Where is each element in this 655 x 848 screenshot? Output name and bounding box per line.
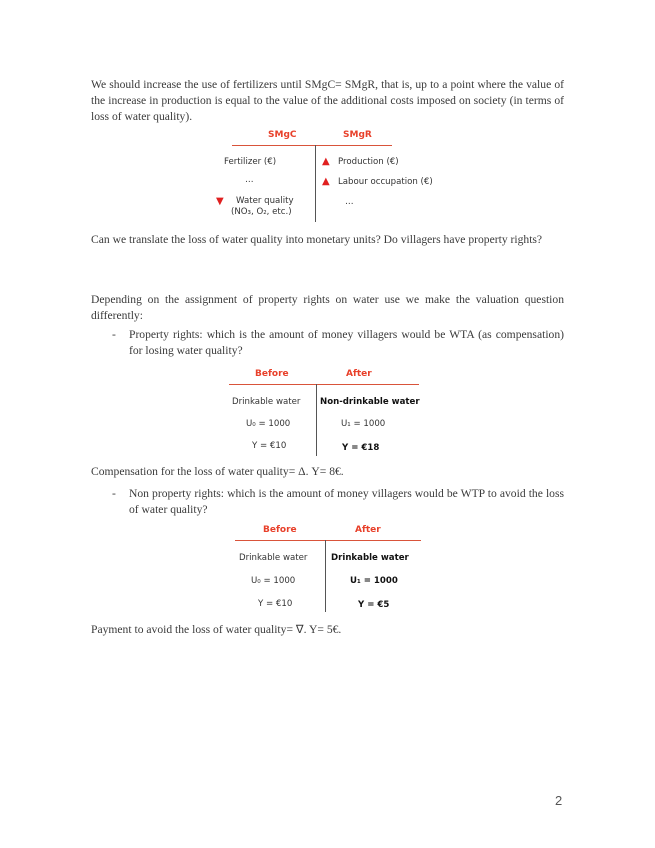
after-header: After [346, 369, 372, 379]
paragraph-payment: Payment to avoid the loss of water quality= ∇. Y= 5€. [91, 623, 342, 636]
left-ellipsis: … [245, 175, 254, 185]
before-income-cell: Y = €10 [258, 599, 293, 609]
before-header: Before [255, 369, 289, 379]
production-cell: Production (€) [338, 157, 399, 167]
after-water-cell: Drinkable water [331, 553, 409, 563]
table3-divider [325, 540, 326, 612]
bullet-property-rights: Property rights: which is the amount of money villagers would be WTA (as compensation) for losing water quality? [129, 328, 564, 357]
smgc-header: SMgC [268, 130, 297, 140]
water-quality-cell: Water quality [236, 196, 294, 206]
table2-divider [316, 384, 317, 456]
labour-cell: Labour occupation (€) [338, 177, 433, 187]
page-number: 2 [555, 793, 563, 808]
right-ellipsis: … [345, 197, 354, 207]
table3-header-rule [235, 540, 421, 541]
down-arrow-icon: ▼ [216, 196, 224, 207]
table2-header-rule [229, 384, 419, 385]
after-income-cell: Y = €18 [342, 443, 380, 453]
up-arrow-icon: ▲ [322, 176, 330, 187]
before-water-cell: Drinkable water [232, 397, 301, 407]
fertilizer-cell: Fertilizer (€) [224, 157, 277, 167]
before-income-cell: Y = €10 [252, 441, 287, 451]
after-utility-cell: U₁ = 1000 [341, 419, 386, 429]
smgr-header: SMgR [343, 130, 372, 140]
table1-header-rule [232, 145, 392, 146]
after-water-cell: Non-drinkable water [320, 397, 420, 407]
after-header: After [355, 525, 381, 535]
bullet-dash: - [112, 487, 116, 500]
paragraph-question: Can we translate the loss of water quality into monetary units? Do villagers have property rights? [91, 233, 543, 246]
bullet-non-property-rights: Non property rights: which is the amount of money villagers would be WTP to avoid the loss of water quality? [129, 487, 564, 516]
paragraph-property-rights: Depending on the assignment of property rights on water use we make the valuation question differently: [91, 293, 564, 322]
before-header: Before [263, 525, 297, 535]
paragraph-fertilizer-rule: We should increase the use of fertilizers until SMgC= SMgR, that is, up to a point where the value of the increase in production is equal to the value of the additional costs imposed on society (in terms of loss of water quality). [91, 78, 564, 123]
bullet-dash: - [112, 328, 116, 341]
water-quality-subcell: (NO₃, O₂, etc.) [231, 207, 292, 217]
table1-divider [315, 145, 316, 222]
after-income-cell: Y = €5 [358, 600, 390, 610]
after-utility-cell: U₁ = 1000 [350, 576, 398, 586]
before-utility-cell: U₀ = 1000 [251, 576, 296, 586]
before-water-cell: Drinkable water [239, 553, 308, 563]
paragraph-compensation: Compensation for the loss of water quality= Δ. Y= 8€. [91, 465, 344, 478]
up-arrow-icon: ▲ [322, 156, 330, 167]
before-utility-cell: U₀ = 1000 [246, 419, 291, 429]
